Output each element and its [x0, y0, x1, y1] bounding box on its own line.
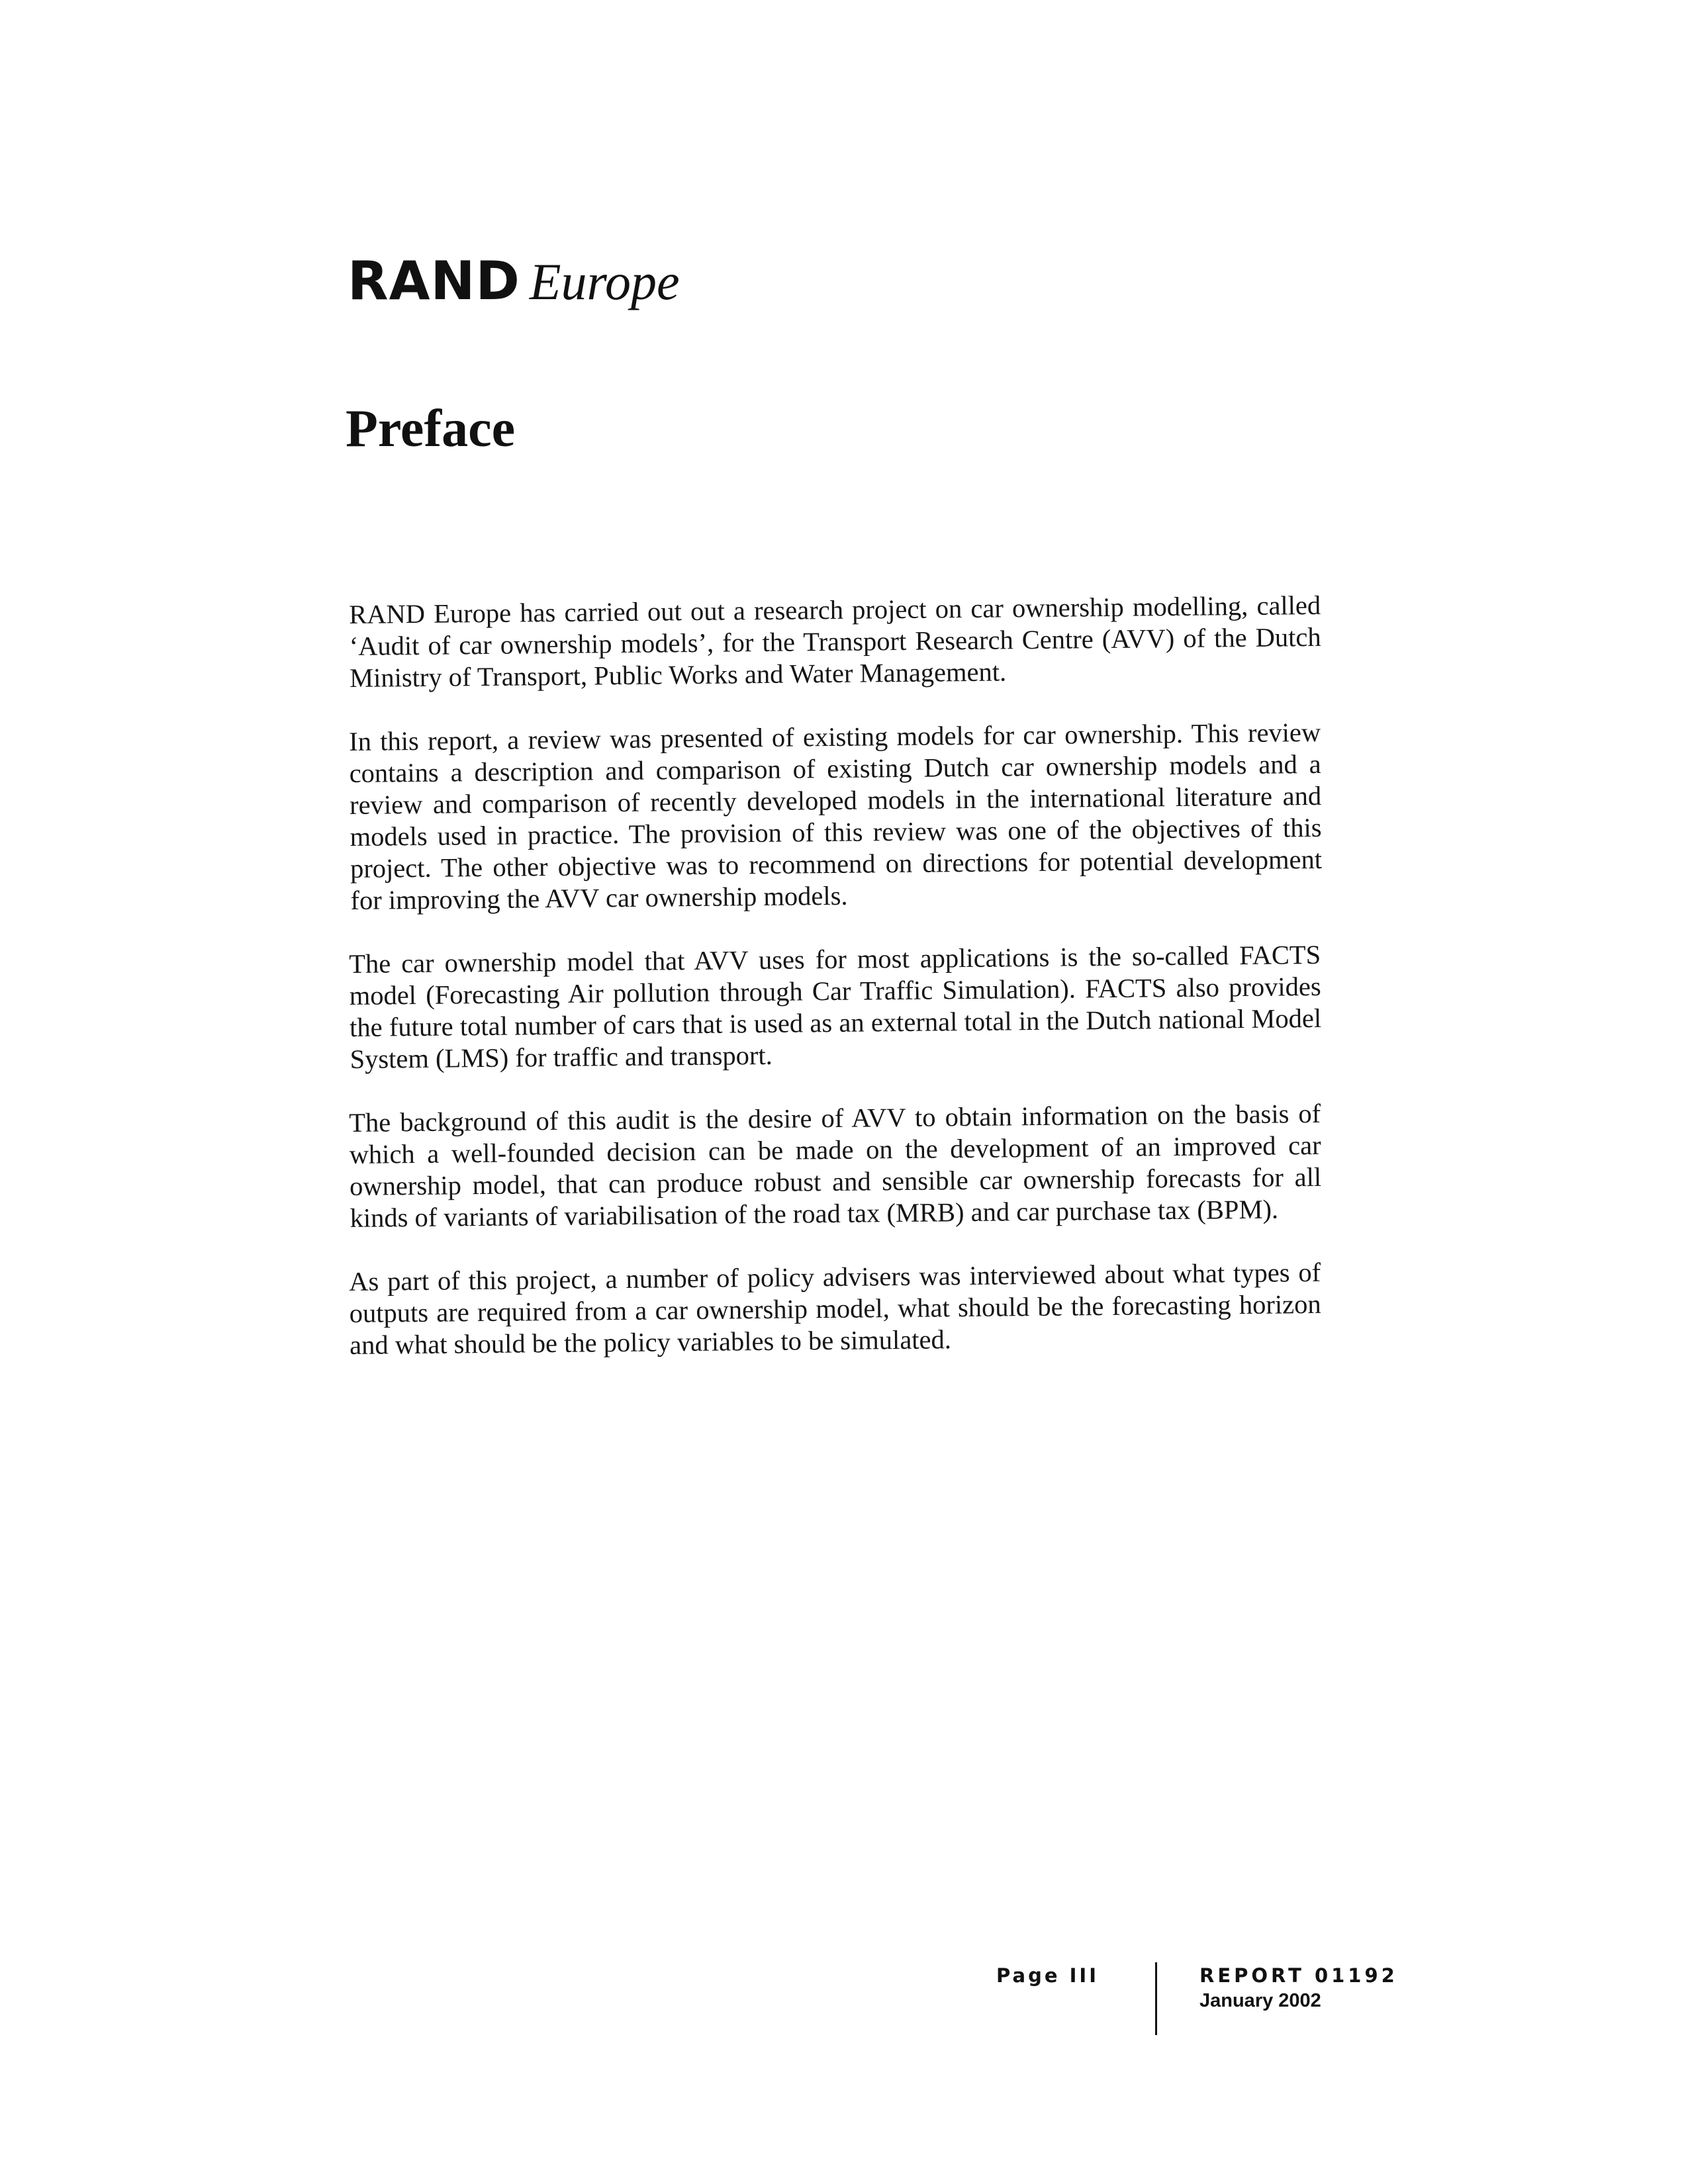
paragraph-5: As part of this project, a number of policy advisers was interviewed about what types of outputs are required from a car ownership model, what should be the forecasting horizon and what should be the policy variables to be simulated. [349, 1257, 1321, 1360]
page-footer [0, 1962, 1688, 2042]
page-title: Preface [346, 400, 516, 458]
page-number: Page III [996, 1964, 1099, 1987]
report-code: REPORT 01192 [1199, 1964, 1398, 1987]
preface-body [349, 590, 1323, 1393]
paragraph-3: The car ownership model that AVV uses for most applications is the so-called FACTS model (Forecasting Air pollution through Car Traffic Simulation). FACTS also provides the future total number of cars that is used as an external total in the Dutch national Model System (LMS) for traffic and transport. [349, 939, 1322, 1074]
brand-primary: RAND [348, 250, 520, 312]
paragraph-4: The background of this audit is the desire of AVV to obtain information on the basis of which a well-founded decision can be made on the development of an improved car ownership model, that can produce robust and sensible car ownership forecasts for all kinds of variants of variabilisation of the road tax (MRB) and car purchase tax (BPM). [349, 1098, 1322, 1233]
footer-divider [1155, 1962, 1157, 2035]
paragraph-2: In this report, a review was presented of existing models for car ownership. This review contains a description and comparison of existing Dutch car ownership models and a review and comparison of recently developed models in the international literature and models used in practice. The provision of this review was one of the objectives of this project. The other objective was to recommend on directions for potential development for improving the AVV car ownership models. [349, 717, 1323, 915]
brand-logo [348, 250, 680, 312]
brand-secondary: Europe [529, 253, 680, 310]
paragraph-1: RAND Europe has carried out out a research project on car ownership modelling, called ‘Audit of car ownership models’, for the Transport Research Centre (AVV) of the Dutch Ministry of Transport, Public Works and Water Management. [349, 590, 1321, 693]
report-date: January 2002 [1199, 1990, 1321, 2011]
